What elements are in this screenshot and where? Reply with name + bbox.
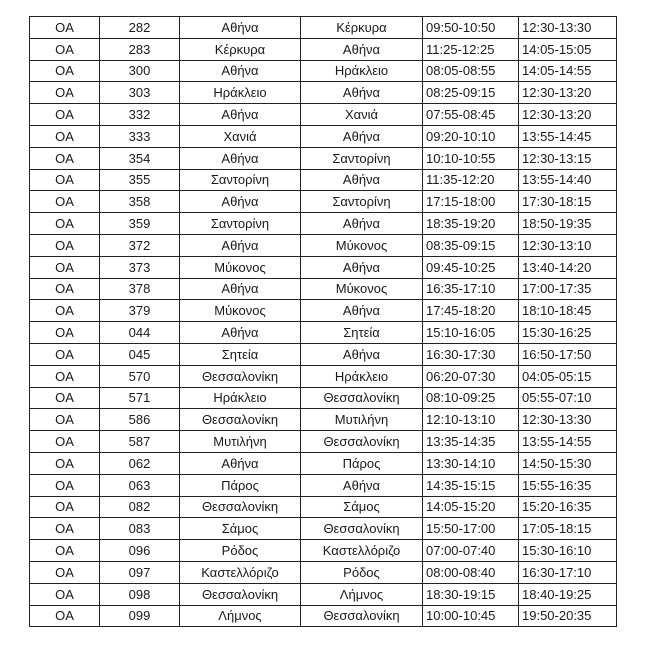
- departure-time-cell: 17:15-18:00: [423, 191, 519, 213]
- flight-number-cell: 303: [100, 82, 180, 104]
- table-row: [30, 322, 617, 344]
- airline-cell: OA: [30, 125, 100, 147]
- destination-cell: Μύκονος: [301, 278, 423, 300]
- airline-cell: OA: [30, 213, 100, 235]
- origin-cell: Θεσσαλονίκη: [180, 583, 301, 605]
- return-time-cell: 17:30-18:15: [519, 191, 617, 213]
- table-row: [30, 496, 617, 518]
- airline-cell: OA: [30, 387, 100, 409]
- airline-cell: OA: [30, 409, 100, 431]
- origin-cell: Αθήνα: [180, 147, 301, 169]
- table-row: [30, 104, 617, 126]
- destination-cell: Αθήνα: [301, 38, 423, 60]
- flight-number-cell: 379: [100, 300, 180, 322]
- table-row: [30, 300, 617, 322]
- departure-time-cell: 08:00-08:40: [423, 561, 519, 583]
- airline-cell: OA: [30, 169, 100, 191]
- table-row: [30, 169, 617, 191]
- destination-cell: Αθήνα: [301, 213, 423, 235]
- origin-cell: Θεσσαλονίκη: [180, 365, 301, 387]
- origin-cell: Αθήνα: [180, 452, 301, 474]
- airline-cell: OA: [30, 365, 100, 387]
- destination-cell: Ηράκλειο: [301, 365, 423, 387]
- origin-cell: Σαντορίνη: [180, 169, 301, 191]
- origin-cell: Χανιά: [180, 125, 301, 147]
- return-time-cell: 13:55-14:55: [519, 431, 617, 453]
- flight-number-cell: 378: [100, 278, 180, 300]
- departure-time-cell: 13:35-14:35: [423, 431, 519, 453]
- destination-cell: Θεσσαλονίκη: [301, 387, 423, 409]
- return-time-cell: 17:05-18:15: [519, 518, 617, 540]
- destination-cell: Κέρκυρα: [301, 17, 423, 39]
- airline-cell: OA: [30, 605, 100, 627]
- destination-cell: Θεσσαλονίκη: [301, 605, 423, 627]
- destination-cell: Αθήνα: [301, 300, 423, 322]
- origin-cell: Σαντορίνη: [180, 213, 301, 235]
- origin-cell: Ηράκλειο: [180, 387, 301, 409]
- origin-cell: Μύκονος: [180, 300, 301, 322]
- return-time-cell: 12:30-13:30: [519, 409, 617, 431]
- flight-number-cell: 283: [100, 38, 180, 60]
- destination-cell: Αθήνα: [301, 343, 423, 365]
- airline-cell: OA: [30, 518, 100, 540]
- destination-cell: Ηράκλειο: [301, 60, 423, 82]
- departure-time-cell: 13:30-14:10: [423, 452, 519, 474]
- airline-cell: OA: [30, 38, 100, 60]
- table-row: [30, 147, 617, 169]
- departure-time-cell: 16:30-17:30: [423, 343, 519, 365]
- destination-cell: Ρόδος: [301, 561, 423, 583]
- table-row: [30, 38, 617, 60]
- origin-cell: Αθήνα: [180, 104, 301, 126]
- flight-number-cell: 300: [100, 60, 180, 82]
- airline-cell: OA: [30, 191, 100, 213]
- airline-cell: OA: [30, 540, 100, 562]
- table-row: [30, 474, 617, 496]
- flight-number-cell: 373: [100, 256, 180, 278]
- destination-cell: Αθήνα: [301, 82, 423, 104]
- table-row: [30, 82, 617, 104]
- departure-time-cell: 08:35-09:15: [423, 234, 519, 256]
- destination-cell: Θεσσαλονίκη: [301, 431, 423, 453]
- departure-time-cell: 08:25-09:15: [423, 82, 519, 104]
- airline-cell: OA: [30, 431, 100, 453]
- departure-time-cell: 14:35-15:15: [423, 474, 519, 496]
- airline-cell: OA: [30, 583, 100, 605]
- origin-cell: Θεσσαλονίκη: [180, 409, 301, 431]
- airline-cell: OA: [30, 322, 100, 344]
- destination-cell: Λήμνος: [301, 583, 423, 605]
- return-time-cell: 14:50-15:30: [519, 452, 617, 474]
- return-time-cell: 16:50-17:50: [519, 343, 617, 365]
- origin-cell: Ηράκλειο: [180, 82, 301, 104]
- return-time-cell: 05:55-07:10: [519, 387, 617, 409]
- departure-time-cell: 09:20-10:10: [423, 125, 519, 147]
- return-time-cell: 15:30-16:10: [519, 540, 617, 562]
- destination-cell: Μύκονος: [301, 234, 423, 256]
- flight-number-cell: 096: [100, 540, 180, 562]
- origin-cell: Λήμνος: [180, 605, 301, 627]
- origin-cell: Αθήνα: [180, 17, 301, 39]
- table-row: [30, 452, 617, 474]
- airline-cell: OA: [30, 343, 100, 365]
- return-time-cell: 13:55-14:45: [519, 125, 617, 147]
- return-time-cell: 15:30-16:25: [519, 322, 617, 344]
- departure-time-cell: 09:45-10:25: [423, 256, 519, 278]
- departure-time-cell: 12:10-13:10: [423, 409, 519, 431]
- return-time-cell: 12:30-13:15: [519, 147, 617, 169]
- table-row: [30, 409, 617, 431]
- flight-number-cell: 044: [100, 322, 180, 344]
- return-time-cell: 04:05-05:15: [519, 365, 617, 387]
- origin-cell: Θεσσαλονίκη: [180, 496, 301, 518]
- destination-cell: Σαντορίνη: [301, 147, 423, 169]
- airline-cell: OA: [30, 300, 100, 322]
- return-time-cell: 14:05-14:55: [519, 60, 617, 82]
- airline-cell: OA: [30, 60, 100, 82]
- return-time-cell: 13:40-14:20: [519, 256, 617, 278]
- departure-time-cell: 09:50-10:50: [423, 17, 519, 39]
- return-time-cell: 12:30-13:10: [519, 234, 617, 256]
- departure-time-cell: 07:00-07:40: [423, 540, 519, 562]
- origin-cell: Μυτιλήνη: [180, 431, 301, 453]
- flight-number-cell: 098: [100, 583, 180, 605]
- flight-number-cell: 333: [100, 125, 180, 147]
- return-time-cell: 12:30-13:20: [519, 104, 617, 126]
- flight-number-cell: 082: [100, 496, 180, 518]
- flight-number-cell: 358: [100, 191, 180, 213]
- origin-cell: Ρόδος: [180, 540, 301, 562]
- destination-cell: Σητεία: [301, 322, 423, 344]
- departure-time-cell: 10:10-10:55: [423, 147, 519, 169]
- departure-time-cell: 11:35-12:20: [423, 169, 519, 191]
- flight-number-cell: 587: [100, 431, 180, 453]
- table-row: [30, 125, 617, 147]
- flight-schedule-sheet: [29, 16, 617, 627]
- table-row: [30, 234, 617, 256]
- airline-cell: OA: [30, 561, 100, 583]
- destination-cell: Χανιά: [301, 104, 423, 126]
- origin-cell: Αθήνα: [180, 191, 301, 213]
- flight-number-cell: 083: [100, 518, 180, 540]
- table-row: [30, 518, 617, 540]
- flight-number-cell: 097: [100, 561, 180, 583]
- table-row: [30, 540, 617, 562]
- departure-time-cell: 16:35-17:10: [423, 278, 519, 300]
- return-time-cell: 15:55-16:35: [519, 474, 617, 496]
- return-time-cell: 19:50-20:35: [519, 605, 617, 627]
- destination-cell: Αθήνα: [301, 169, 423, 191]
- flight-number-cell: 372: [100, 234, 180, 256]
- origin-cell: Μύκονος: [180, 256, 301, 278]
- table-row: [30, 561, 617, 583]
- destination-cell: Αθήνα: [301, 125, 423, 147]
- return-time-cell: 18:50-19:35: [519, 213, 617, 235]
- flight-number-cell: 099: [100, 605, 180, 627]
- airline-cell: OA: [30, 278, 100, 300]
- return-time-cell: 17:00-17:35: [519, 278, 617, 300]
- destination-cell: Αθήνα: [301, 256, 423, 278]
- destination-cell: Μυτιλήνη: [301, 409, 423, 431]
- table-row: [30, 365, 617, 387]
- departure-time-cell: 08:10-09:25: [423, 387, 519, 409]
- destination-cell: Πάρος: [301, 452, 423, 474]
- table-row: [30, 605, 617, 627]
- flight-number-cell: 282: [100, 17, 180, 39]
- destination-cell: Καστελλόριζο: [301, 540, 423, 562]
- table-row: [30, 387, 617, 409]
- departure-time-cell: 15:10-16:05: [423, 322, 519, 344]
- departure-time-cell: 18:35-19:20: [423, 213, 519, 235]
- airline-cell: OA: [30, 147, 100, 169]
- destination-cell: Αθήνα: [301, 474, 423, 496]
- return-time-cell: 15:20-16:35: [519, 496, 617, 518]
- table-row: [30, 278, 617, 300]
- departure-time-cell: 08:05-08:55: [423, 60, 519, 82]
- origin-cell: Αθήνα: [180, 234, 301, 256]
- airline-cell: OA: [30, 256, 100, 278]
- table-row: [30, 256, 617, 278]
- return-time-cell: 18:40-19:25: [519, 583, 617, 605]
- origin-cell: Αθήνα: [180, 322, 301, 344]
- airline-cell: OA: [30, 82, 100, 104]
- return-time-cell: 14:05-15:05: [519, 38, 617, 60]
- return-time-cell: 12:30-13:20: [519, 82, 617, 104]
- flight-number-cell: 332: [100, 104, 180, 126]
- departure-time-cell: 07:55-08:45: [423, 104, 519, 126]
- table-row: [30, 213, 617, 235]
- destination-cell: Σαντορίνη: [301, 191, 423, 213]
- flight-number-cell: 570: [100, 365, 180, 387]
- table-row: [30, 343, 617, 365]
- flight-number-cell: 354: [100, 147, 180, 169]
- departure-time-cell: 06:20-07:30: [423, 365, 519, 387]
- flight-number-cell: 045: [100, 343, 180, 365]
- return-time-cell: 13:55-14:40: [519, 169, 617, 191]
- departure-time-cell: 15:50-17:00: [423, 518, 519, 540]
- origin-cell: Κέρκυρα: [180, 38, 301, 60]
- flight-schedule-body: [30, 17, 617, 627]
- flight-number-cell: 359: [100, 213, 180, 235]
- return-time-cell: 16:30-17:10: [519, 561, 617, 583]
- table-row: [30, 17, 617, 39]
- airline-cell: OA: [30, 474, 100, 496]
- return-time-cell: 18:10-18:45: [519, 300, 617, 322]
- origin-cell: Πάρος: [180, 474, 301, 496]
- departure-time-cell: 11:25-12:25: [423, 38, 519, 60]
- table-row: [30, 431, 617, 453]
- destination-cell: Σάμος: [301, 496, 423, 518]
- airline-cell: OA: [30, 104, 100, 126]
- departure-time-cell: 10:00-10:45: [423, 605, 519, 627]
- flight-schedule-table: [29, 16, 617, 627]
- table-row: [30, 60, 617, 82]
- origin-cell: Αθήνα: [180, 60, 301, 82]
- airline-cell: OA: [30, 452, 100, 474]
- table-row: [30, 191, 617, 213]
- destination-cell: Θεσσαλονίκη: [301, 518, 423, 540]
- flight-number-cell: 571: [100, 387, 180, 409]
- departure-time-cell: 18:30-19:15: [423, 583, 519, 605]
- airline-cell: OA: [30, 17, 100, 39]
- airline-cell: OA: [30, 234, 100, 256]
- origin-cell: Αθήνα: [180, 278, 301, 300]
- origin-cell: Σητεία: [180, 343, 301, 365]
- return-time-cell: 12:30-13:30: [519, 17, 617, 39]
- departure-time-cell: 14:05-15:20: [423, 496, 519, 518]
- airline-cell: OA: [30, 496, 100, 518]
- flight-number-cell: 355: [100, 169, 180, 191]
- table-row: [30, 583, 617, 605]
- origin-cell: Σάμος: [180, 518, 301, 540]
- flight-number-cell: 586: [100, 409, 180, 431]
- origin-cell: Καστελλόριζο: [180, 561, 301, 583]
- flight-number-cell: 063: [100, 474, 180, 496]
- flight-number-cell: 062: [100, 452, 180, 474]
- departure-time-cell: 17:45-18:20: [423, 300, 519, 322]
